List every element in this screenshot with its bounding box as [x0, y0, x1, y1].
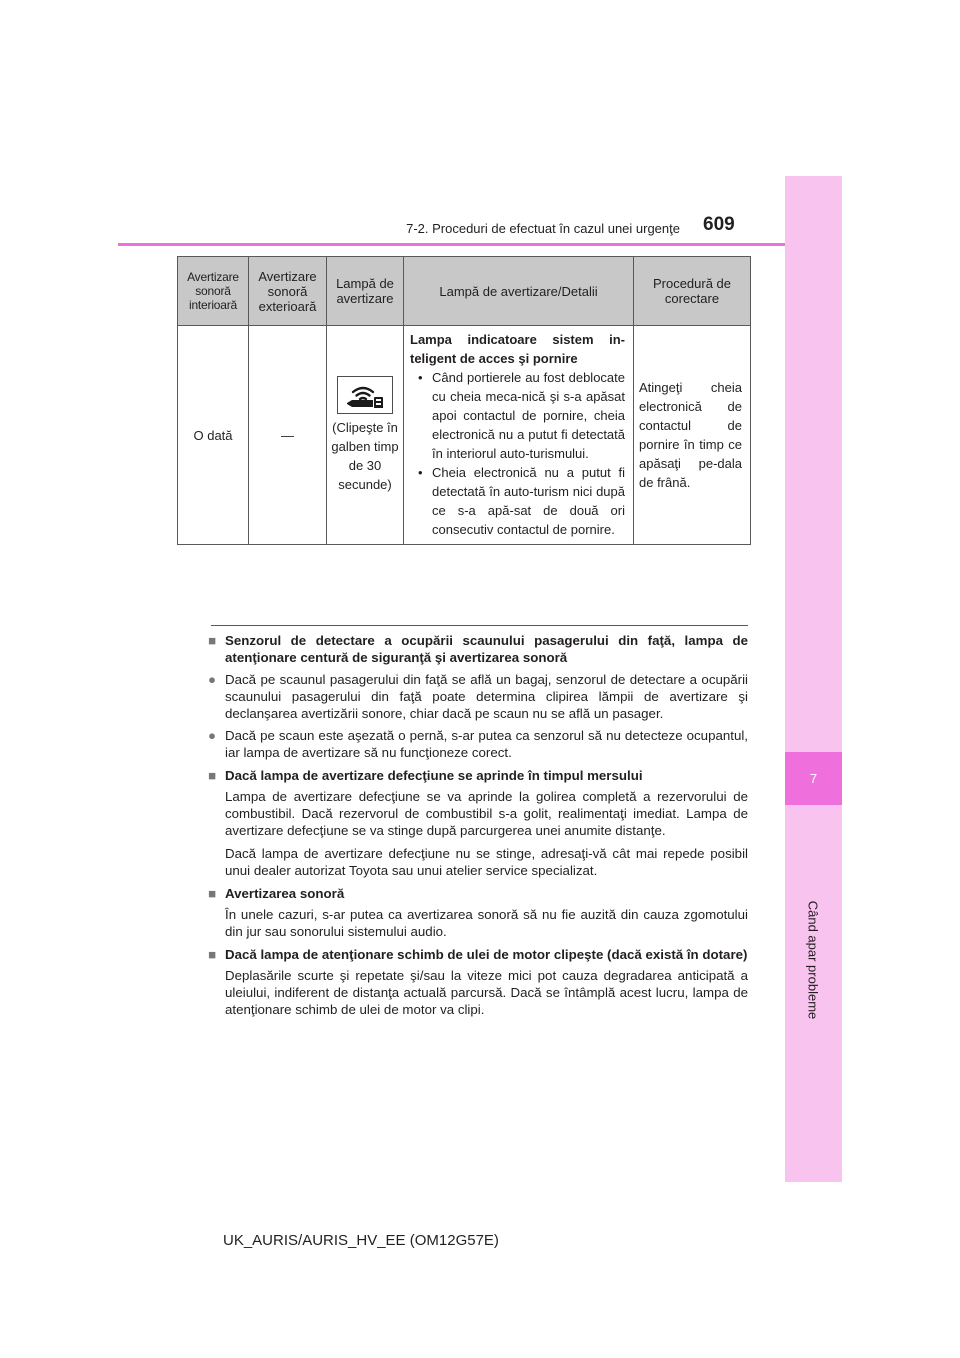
document-footer: UK_AURIS/AURIS_HV_EE (OM12G57E): [223, 1232, 499, 1249]
section-heading: ■ Dacă lampa de atenţionare schimb de ulei de motor clipeşte (dacă există în dotare): [208, 947, 748, 962]
header-procedure: Procedură de corectare: [634, 257, 751, 326]
header-interior-buzzer: Avertizare sonoră interioară: [178, 257, 249, 326]
procedure-cell: Atingeţi cheia electronică de contactul de pornire în timp ce apăsaţi pe-dala de frână.: [634, 326, 751, 545]
detail-bullet: • Cheia electronică nu a putut fi detectată în auto-turism nici după ce s-a apă-sat de două ori consecutiv contactul de pornire.: [418, 465, 625, 537]
circle-bullet-icon: ●: [208, 672, 217, 687]
header-exterior-buzzer: Avertizare sonoră exterioară: [249, 257, 327, 326]
header-details: Lampă de avertizare/Detalii: [404, 257, 634, 326]
notes-content: [208, 632, 748, 1018]
list-item: ● Dacă pe scaun este aşezată o pernă, s-ar putea ca senzorul să nu detecteze ocupantul, iar lampa de avertizare să nu funcţioneze corect.: [208, 728, 748, 760]
table-header-row: [178, 257, 751, 326]
detail-bullet-text: Când portierele au fost deblocate cu cheia meca-nică şi s-a apăsat apoi contactul de pornire, cheia electronică nu a putut fi detectată în interiorul auto-turismului.: [432, 370, 625, 461]
side-chapter-tab: [785, 176, 842, 1182]
detail-bullet-text: Cheia electronică nu a putut fi detectată în auto-turism nici după ce s-a apă-sat de două ori consecutiv contactul de pornire.: [432, 465, 625, 537]
circle-bullet-icon: ●: [208, 728, 217, 743]
detail-title: Lampa indicatoare sistem in-teligent de acces şi pornire: [410, 332, 625, 366]
section-heading: ■ Avertizarea sonoră: [208, 886, 345, 901]
square-bullet-icon: ■: [208, 886, 217, 901]
interior-buzzer-value: O dată: [178, 326, 249, 545]
list-item: ● Dacă pe scaunul pasagerului din faţă se află un bagaj, senzorul de detectare a ocupării scaunului pasagerului din faţă poate determina clipirea lămpii de avertizare şi declanşarea avertizării sonore, chiar dacă pe scaun nu se află un pasager.: [208, 672, 748, 721]
section-paragraph: Dacă lampa de avertizare defecţiune nu se stinge, adresaţi-vă cât mai repede posibil unui dealer autorizat Toyota sau unui atelier service specializat.: [225, 846, 748, 878]
section-heading: ■ Senzorul de detectare a ocupării scaunului pasagerului din faţă, lampa de atenţionare centură de siguranţă şi avertizarea sonoră: [208, 633, 748, 665]
section-heading: ■ Dacă lampa de avertizare defecţiune se aprinde în timpul mersului: [208, 768, 643, 783]
section-paragraph: Deplasările scurte şi repetate şi/sau la viteze mici pot cauza degradarea anticipată a uleiului, indiferent de distanţa actuală parcursă. Dacă se întâmplă acest lucru, lampa de atenţionare schimb de ulei de motor va clipi.: [225, 968, 748, 1017]
detail-bullet: • Când portierele au fost deblocate cu cheia meca-nică şi s-a apăsat apoi contactul de pornire, cheia electronică nu a putut fi detectată în interiorul auto-turismului.: [418, 370, 625, 461]
lamp-caption: (Clipeşte în galben timp de 30 secunde): [331, 420, 399, 492]
square-bullet-icon: ■: [208, 633, 217, 648]
square-bullet-icon: ■: [208, 768, 217, 783]
section-paragraph: Lampa de avertizare defecţiune se va aprinde la golirea completă a rezervorului de combustibil. Dacă rezervorul de combustibil s-a golit, realimentaţi imediat. Lampa de avertizare defecţiune se va stinge după parcurgerea unei anumite distanţe.: [225, 789, 748, 838]
details-cell: [404, 326, 634, 545]
square-bullet-icon: ■: [208, 947, 217, 962]
section-paragraph: În unele cazuri, s-ar putea ca avertizarea sonoră să nu fie auzită din cauza zgomotului din jur sau sonorului sistemului audio.: [225, 907, 748, 939]
header-warning-lamp: Lampă de avertizare: [327, 257, 404, 326]
exterior-buzzer-value: —: [249, 326, 327, 545]
page-number: 609: [703, 214, 735, 235]
section-divider: [211, 625, 748, 626]
smart-key-indicator-icon: [337, 376, 393, 414]
table-row: [178, 326, 751, 545]
header-rule: [118, 243, 785, 246]
page-header-title: 7-2. Proceduri de efectuat în cazul unei urgenţe: [406, 221, 680, 236]
chapter-label: Când apar probleme: [805, 900, 821, 1020]
chapter-number: 7: [785, 752, 842, 805]
warning-table: [177, 256, 751, 545]
warning-lamp-cell: [327, 326, 404, 545]
